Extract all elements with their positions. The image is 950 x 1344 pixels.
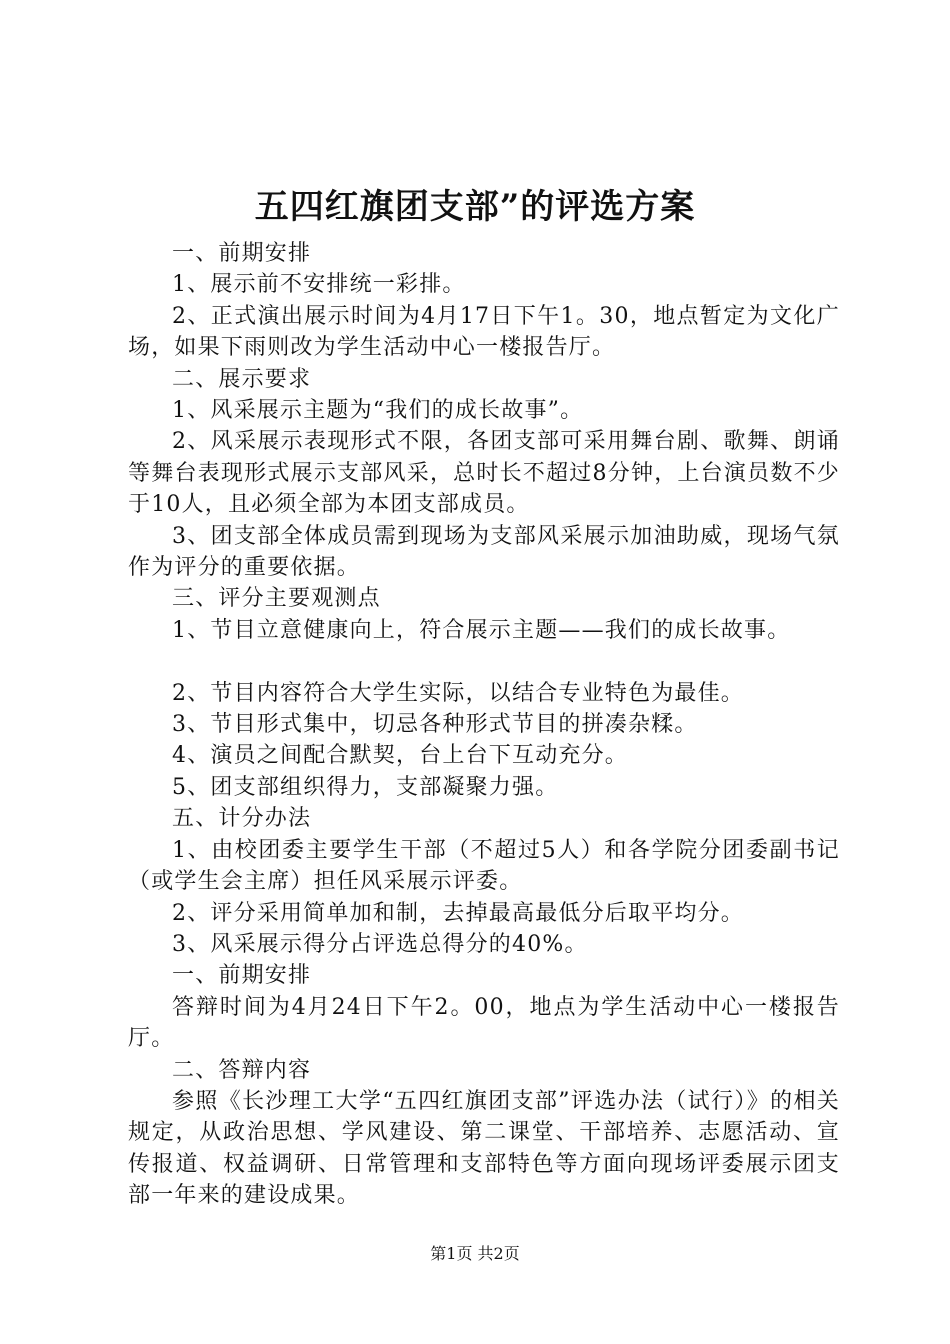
section-heading-preparation: 一、前期安排 — [172, 241, 312, 266]
section-heading-requirements: 二、展示要求 — [172, 366, 312, 392]
document-title: 五四红旗团支部”的评选方案 — [254, 187, 696, 227]
section-heading-scoring-method: 五、计分办法 — [172, 806, 312, 832]
paragraph: 参照《长沙理工大学“五四红旗团支部”评选办法（试行）》的相关规定，从政治思想、学风建设、第二课堂、干部培养、志愿活动、宣传报道、权益调研、日常管理和支部特色等方面向现场评委展示团支部一年来的建设成果。 — [128, 1088, 840, 1209]
paragraph: 2、正式演出展示时间为4月17日下午1。30，地点暂定为文化广场，如果下雨则改为学生活动中心一楼报告厅。 — [128, 303, 840, 361]
blank-line — [128, 646, 840, 677]
section-heading-defense-content: 二、答辩内容 — [172, 1057, 312, 1083]
paragraph: 答辩时间为4月24日下午2。00，地点为学生活动中心一楼报告厅。 — [128, 994, 840, 1052]
section-heading-scoring-points: 三、评分主要观测点 — [172, 586, 381, 612]
paragraph: 4、演员之间配合默契，台上台下互动充分。 — [172, 743, 628, 769]
paragraph: 1、风采展示主题为“我们的成长故事”。 — [172, 398, 584, 424]
section-heading-preparation-2: 一、前期安排 — [172, 963, 312, 989]
paragraph: 1、节目立意健康向上，符合展示主题——我们的成长故事。 — [172, 617, 791, 643]
paragraph: 3、节目形式集中，切忌各种形式节目的拼凑杂糅。 — [172, 712, 698, 738]
paragraph: 3、风采展示得分占评选总得分的40%。 — [172, 931, 588, 957]
paragraph: 5、团支部组织得力，支部凝聚力强。 — [172, 774, 559, 800]
document-body — [128, 238, 840, 1212]
paragraph: 1、展示前不安排统一彩排。 — [172, 272, 466, 298]
paragraph: 1、由校团委主要学生干部（不超过5人）和各学院分团委副书记（或学生会主席）担任风采展示评委。 — [128, 837, 840, 895]
page-footer: 第1页 共2页 — [430, 1244, 520, 1263]
paragraph: 3、团支部全体成员需到现场为支部风采展示加油助威，现场气氛作为评分的重要依据。 — [128, 523, 840, 581]
paragraph: 2、风采展示表现形式不限，各团支部可采用舞台剧、歌舞、朗诵等舞台表现形式展示支部风采，总时长不超过8分钟，上台演员数不少于10人，且必须全部为本团支部成员。 — [128, 429, 840, 518]
paragraph: 2、节目内容符合大学生实际，以结合专业特色为最佳。 — [172, 680, 744, 706]
paragraph: 2、评分采用简单加和制，去掉最高最低分后取平均分。 — [172, 900, 744, 926]
